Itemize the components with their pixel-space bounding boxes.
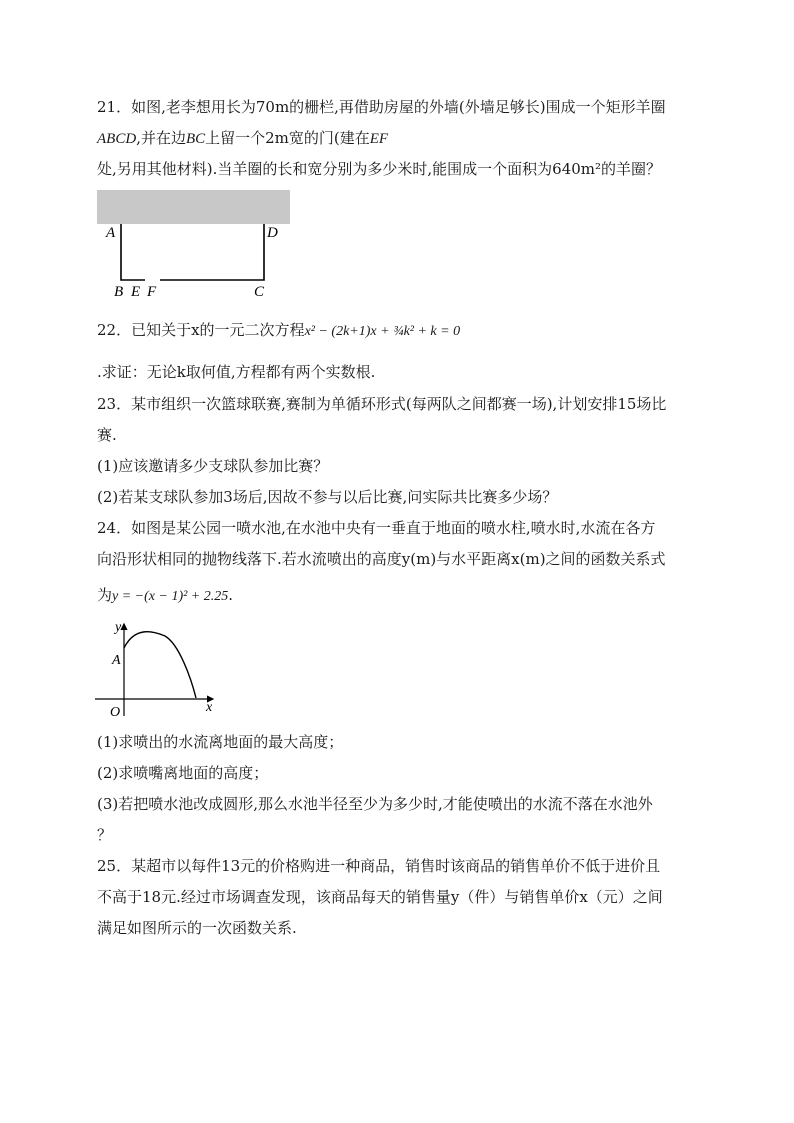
q22-equation: x² − (2k+1)x + ¾k² + k = 0 bbox=[304, 324, 461, 339]
q25-line3: 满足如图所示的一次函数关系. bbox=[97, 919, 297, 937]
q24-label-a: A bbox=[112, 653, 121, 668]
q21-bc: BC bbox=[185, 131, 206, 147]
q24-sub3-cont: ？ bbox=[97, 826, 113, 844]
q21-abcd: ABCD bbox=[97, 131, 137, 147]
q21-label-d: D bbox=[267, 225, 278, 241]
q21-line2-b: 上留一个2m宽的门(建在 bbox=[205, 129, 370, 147]
q24-sub1: (1)求喷出的水流离地面的最大高度； bbox=[97, 733, 344, 751]
q24-line3-suffix: . bbox=[228, 586, 234, 604]
q22-line1 bbox=[97, 320, 460, 342]
q24-label-y: y bbox=[115, 620, 122, 635]
q25-line1: 25．某超市以每件13元的价格购进一种商品，销售时该商品的销售单价不低于进价且 bbox=[97, 857, 661, 875]
q22-intro: 22．已知关于x的一元二次方程 bbox=[97, 321, 305, 339]
q21-line2 bbox=[97, 128, 388, 149]
q24-line1: 24．如图是某公园一喷水池,在水池中央有一垂直于地面的喷水柱,喷水时,水流在各方 bbox=[97, 519, 656, 537]
q24-sub2: (2)求喷嘴离地面的高度； bbox=[97, 764, 269, 782]
q21-fence-right bbox=[160, 224, 264, 280]
q21-line2-a: ,并在边 bbox=[136, 129, 186, 147]
q21-figure bbox=[90, 186, 300, 301]
q24-sub3: (3)若把喷水池改成圆形,那么水池半径至少为多少时,才能使喷出的水流不落在水池外 bbox=[97, 795, 653, 813]
q23-line1: 23．某市组织一次篮球联赛,赛制为单循环形式(每两队之间都赛一场),计划安排15场比 bbox=[97, 395, 667, 413]
q24-line3-prefix: 为 bbox=[97, 586, 113, 604]
q21-ef: EF bbox=[369, 131, 389, 147]
q21-label-e: E bbox=[131, 284, 141, 300]
q25-line2: 不高于18元.经过市场调查发现，该商品每天的销售量y（件）与销售单价x（元）之间 bbox=[97, 888, 663, 906]
q22-line2: .求证：无论k取何值,方程都有两个实数根. bbox=[97, 363, 376, 381]
q24-line3 bbox=[97, 585, 233, 607]
q24-label-o: O bbox=[110, 705, 121, 720]
q21-label-b: B bbox=[114, 284, 124, 300]
q21-label-a: A bbox=[106, 225, 116, 241]
q21-label-c: C bbox=[254, 284, 265, 300]
q21-line1: 21．如图,老李想用长为70m的栅栏,再借助房屋的外墙(外墙足够长)围成一个矩形羊圈 bbox=[97, 98, 666, 116]
q24-formula: y = −(x − 1)² + 2.25 bbox=[112, 589, 229, 604]
q24-label-x: x bbox=[206, 700, 213, 715]
q23-line2: 赛. bbox=[97, 426, 117, 444]
q24-line2: 向沿形状相同的抛物线落下.若水流喷出的高度y(m)与水平距离x(m)之间的函数关系式 bbox=[97, 550, 666, 568]
q21-label-f: F bbox=[147, 284, 157, 300]
q21-line3: 处,另用其他材料).当羊圈的长和宽分别为多少米时,能围成一个面积为640m²的羊圈？ bbox=[97, 160, 662, 178]
q24-parabola bbox=[124, 632, 196, 698]
q23-sub1: (1)应该邀请多少支球队参加比赛？ bbox=[97, 457, 329, 475]
q21-house-wall bbox=[97, 190, 290, 224]
q21-fence bbox=[121, 224, 145, 280]
q24-figure bbox=[95, 618, 225, 723]
q23-sub2: (2)若某支球队参加3场后,因故不参与以后比赛,问实际共比赛多少场？ bbox=[97, 488, 558, 506]
